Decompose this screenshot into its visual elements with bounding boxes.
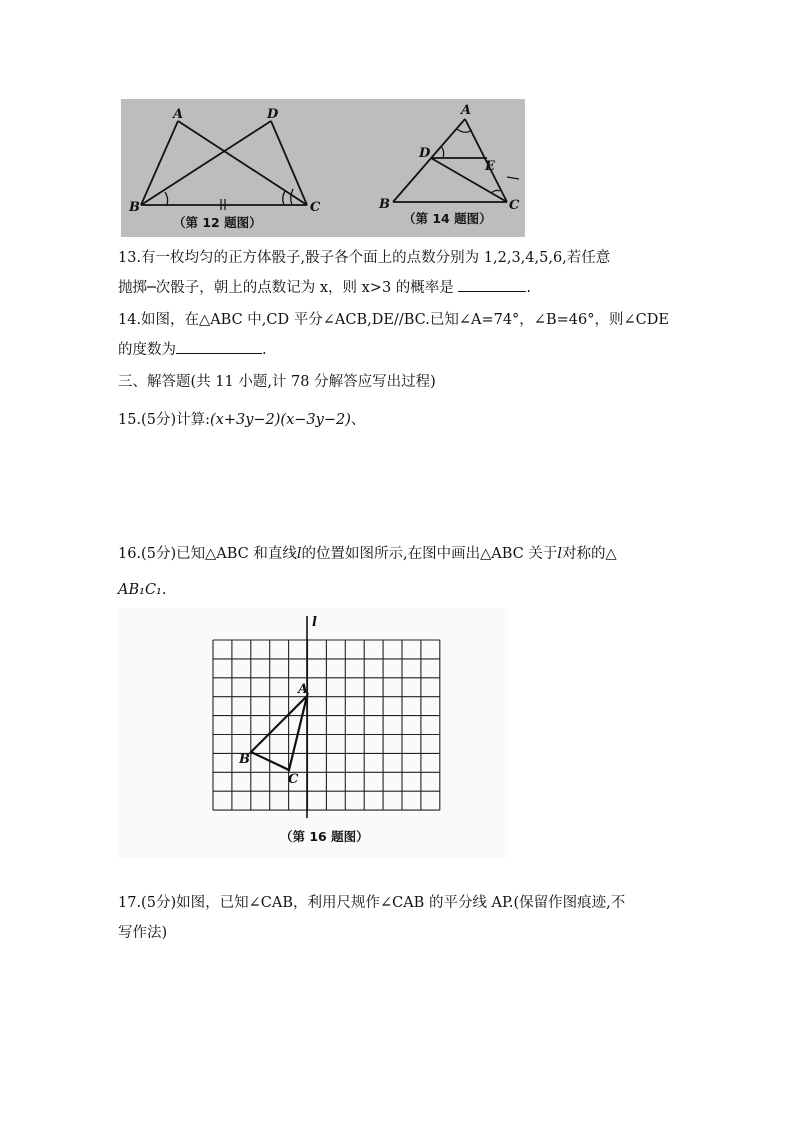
q14-period: . xyxy=(262,342,267,358)
fig16-label-c: C xyxy=(288,772,299,787)
figure-12 xyxy=(141,121,307,210)
fig14-label-b: B xyxy=(379,197,390,212)
q15-expression: (x+3y−2)(x−3y−2) xyxy=(209,412,351,428)
fig14-label-c: C xyxy=(509,198,520,213)
fig14-label-e: E xyxy=(485,159,495,174)
q16-text-a: 16.(5分)已知△ABC 和直线 xyxy=(118,546,297,562)
q13-period: . xyxy=(526,280,532,296)
figure-16 xyxy=(118,608,508,858)
question-16 xyxy=(118,536,678,608)
q16-line-symbol: l xyxy=(296,546,302,562)
q16-line2: AB₁C₁. xyxy=(118,582,167,598)
fig14-label-a: A xyxy=(461,103,472,118)
section-3-title: 三、解答题(共 11 小题,计 78 分解答应写出过程) xyxy=(118,374,436,390)
q13-line2-text: 抛掷─次骰子，朝上的点数记为 x，则 x>3 的概率是 xyxy=(118,280,459,296)
fig14-label-d: D xyxy=(419,146,431,161)
fig12-label-b: B xyxy=(129,200,140,215)
fig14-caption: （第 14 题图） xyxy=(403,211,492,226)
q16-line1 xyxy=(118,536,678,572)
fig16-label-b: B xyxy=(239,752,250,767)
q16-text-c: 对称的△ xyxy=(562,546,617,562)
q14-line2 xyxy=(118,335,678,365)
fig12-label-d: D xyxy=(267,107,279,122)
q13-answer-blank[interactable] xyxy=(458,277,526,292)
fig16-line-label: l xyxy=(312,615,317,630)
figure-12-14-photo xyxy=(121,99,525,237)
fig16-label-a: A xyxy=(298,682,309,697)
q15-prefix: 15.(5分)计算: xyxy=(118,412,210,428)
q13-line2 xyxy=(118,273,678,303)
fig12-caption: （第 12 题图） xyxy=(173,215,262,230)
q16-line-symbol-2: l xyxy=(557,546,562,562)
question-14 xyxy=(118,305,678,365)
fig12-label-c: C xyxy=(310,200,321,215)
q14-answer-blank[interactable] xyxy=(176,339,262,354)
question-15 xyxy=(118,405,678,435)
q13-line1: 13.有一枚均匀的正方体骰子,骰子各个面上的点数分别为 1,2,3,4,5,6,若任意 xyxy=(118,250,611,266)
q17-line1: 17.(5分)如图，已知∠CAB，利用尺规作∠CAB 的平分线 AP.(保留作图痕迹,不 xyxy=(118,895,626,911)
triangle-abc xyxy=(251,696,307,770)
q14-line1: 14.如图，在△ABC 中,CD 平分∠ACB,DE//BC.已知∠A=74°，∠B=46°，则∠CDE xyxy=(118,312,669,328)
q14-line2-text: 的度数为 xyxy=(118,342,176,358)
fig16-caption: （第 16 题图） xyxy=(280,829,369,844)
question-17 xyxy=(118,888,678,948)
question-13 xyxy=(118,243,678,303)
q16-text-b: 的位置如图所示,在图中画出△ABC 关于 xyxy=(301,546,558,562)
q15-suffix: 、 xyxy=(350,412,366,428)
figure-14 xyxy=(393,119,519,202)
q17-line2: 写作法) xyxy=(118,925,168,941)
fig12-label-a: A xyxy=(173,107,184,122)
